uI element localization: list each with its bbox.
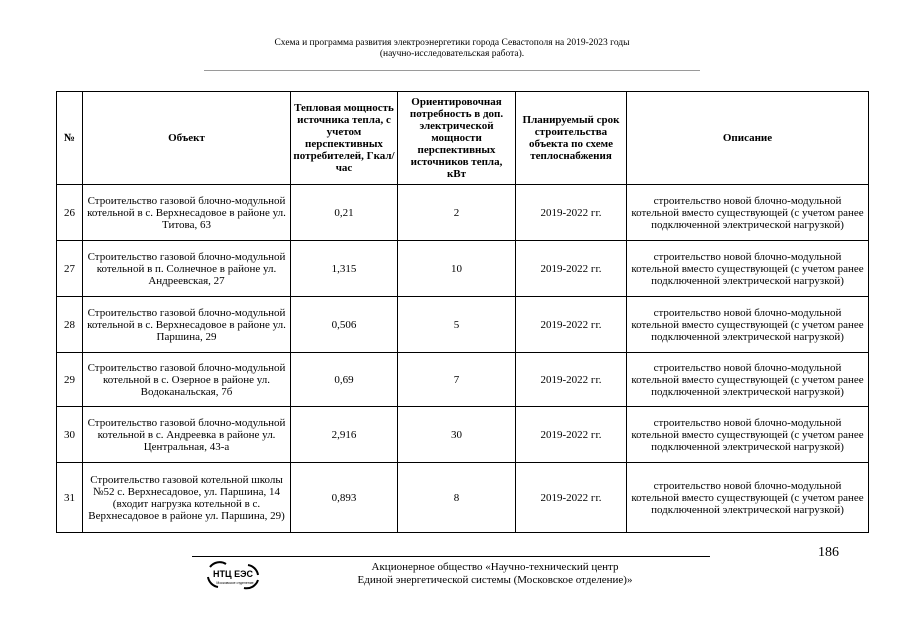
- ntc-ees-logo-icon: [204, 560, 264, 590]
- row-description: строительство новой блочно-модульной котельной вместо существующей (с учетом ранее подключенной электрической нагрузкой): [627, 407, 869, 463]
- row-heat-capacity: 0,69: [291, 353, 398, 407]
- row-object: Строительство газовой блочно-модульной котельной в п. Солнечное в районе ул. Андреевская, 27: [83, 241, 291, 297]
- row-object: Строительство газовой блочно-модульной котельной в с. Озерное в районе ул. Водоканальская, 7б: [83, 353, 291, 407]
- row-number: 29: [57, 353, 83, 407]
- row-description: строительство новой блочно-модульной котельной вместо существующей (с учетом ранее подключенной электрической нагрузкой): [627, 463, 869, 533]
- row-description: строительство новой блочно-модульной котельной вместо существующей (с учетом ранее подключенной электрической нагрузкой): [627, 241, 869, 297]
- footer-divider: [192, 556, 710, 557]
- row-construction-term: 2019-2022 гг.: [516, 407, 627, 463]
- footer-line-2: Единой энергетической системы (Московское отделение)»: [357, 574, 633, 586]
- column-header-heat-capacity: Тепловая мощность источника тепла, с учетом перспективных потребителей, Гкал/час: [291, 92, 398, 185]
- row-construction-term: 2019-2022 гг.: [516, 241, 627, 297]
- header-line-1: Схема и программа развития электроэнергетики города Севастополя на 2019-2023 годы: [274, 38, 630, 48]
- footer-organization: [300, 561, 690, 587]
- column-header-number: №: [57, 92, 83, 185]
- row-power-demand: 2: [398, 185, 516, 241]
- heat-sources-table: [56, 91, 869, 533]
- row-object: Строительство газовой котельной школы №52 с. Верхнесадовое, ул. Паршина, 14 (входит нагрузка котельной в с. Верхнесадовое в районе ул. Паршина, 29): [83, 463, 291, 533]
- row-description: строительство новой блочно-модульной котельной вместо существующей (с учетом ранее подключенной электрической нагрузкой): [627, 185, 869, 241]
- row-description: строительство новой блочно-модульной котельной вместо существующей (с учетом ранее подключенной электрической нагрузкой): [627, 353, 869, 407]
- row-object: Строительство газовой блочно-модульной котельной в с. Андреевка в районе ул. Центральная, 43-а: [83, 407, 291, 463]
- row-heat-capacity: 0,21: [291, 185, 398, 241]
- header-line-2: (научно-исследовательская работа).: [379, 49, 525, 59]
- row-object: Строительство газовой блочно-модульной котельной в с. Верхнесадовое в районе ул. Паршина, 29: [83, 297, 291, 353]
- row-construction-term: 2019-2022 гг.: [516, 463, 627, 533]
- row-description: строительство новой блочно-модульной котельной вместо существующей (с учетом ранее подключенной электрической нагрузкой): [627, 297, 869, 353]
- table-row: [57, 241, 869, 297]
- row-construction-term: 2019-2022 гг.: [516, 185, 627, 241]
- svg-text:Московское отделение: Московское отделение: [216, 581, 254, 585]
- column-header-object: Объект: [83, 92, 291, 185]
- footer-line-1: Акционерное общество «Научно-технический центр: [371, 561, 619, 573]
- row-heat-capacity: 1,315: [291, 241, 398, 297]
- table-row: [57, 297, 869, 353]
- row-heat-capacity: 0,893: [291, 463, 398, 533]
- row-number: 31: [57, 463, 83, 533]
- svg-text:НТЦ ЕЭС: НТЦ ЕЭС: [213, 569, 253, 579]
- row-heat-capacity: 0,506: [291, 297, 398, 353]
- column-header-power-demand: Ориентировочная потребность в доп. электрической мощности перспективных источников тепла, кВт: [398, 92, 516, 185]
- row-number: 26: [57, 185, 83, 241]
- row-power-demand: 7: [398, 353, 516, 407]
- row-power-demand: 8: [398, 463, 516, 533]
- column-header-construction-term: Планируемый срок строительства объекта по схеме теплоснабжения: [516, 92, 627, 185]
- row-number: 30: [57, 407, 83, 463]
- row-power-demand: 10: [398, 241, 516, 297]
- table-row: [57, 185, 869, 241]
- row-power-demand: 30: [398, 407, 516, 463]
- company-logo: [204, 560, 264, 590]
- row-object: Строительство газовой блочно-модульной котельной в с. Верхнесадовое в районе ул. Титова, 63: [83, 185, 291, 241]
- table-row: [57, 407, 869, 463]
- table-row: [57, 463, 869, 533]
- column-header-description: Описание: [627, 92, 869, 185]
- row-heat-capacity: 2,916: [291, 407, 398, 463]
- document-header: [204, 38, 700, 60]
- row-power-demand: 5: [398, 297, 516, 353]
- table-header-row: [57, 92, 869, 185]
- row-number: 28: [57, 297, 83, 353]
- row-construction-term: 2019-2022 гг.: [516, 353, 627, 407]
- row-number: 27: [57, 241, 83, 297]
- row-construction-term: 2019-2022 гг.: [516, 297, 627, 353]
- page-number: 186: [818, 545, 839, 560]
- table-row: [57, 353, 869, 407]
- header-divider: [204, 70, 700, 71]
